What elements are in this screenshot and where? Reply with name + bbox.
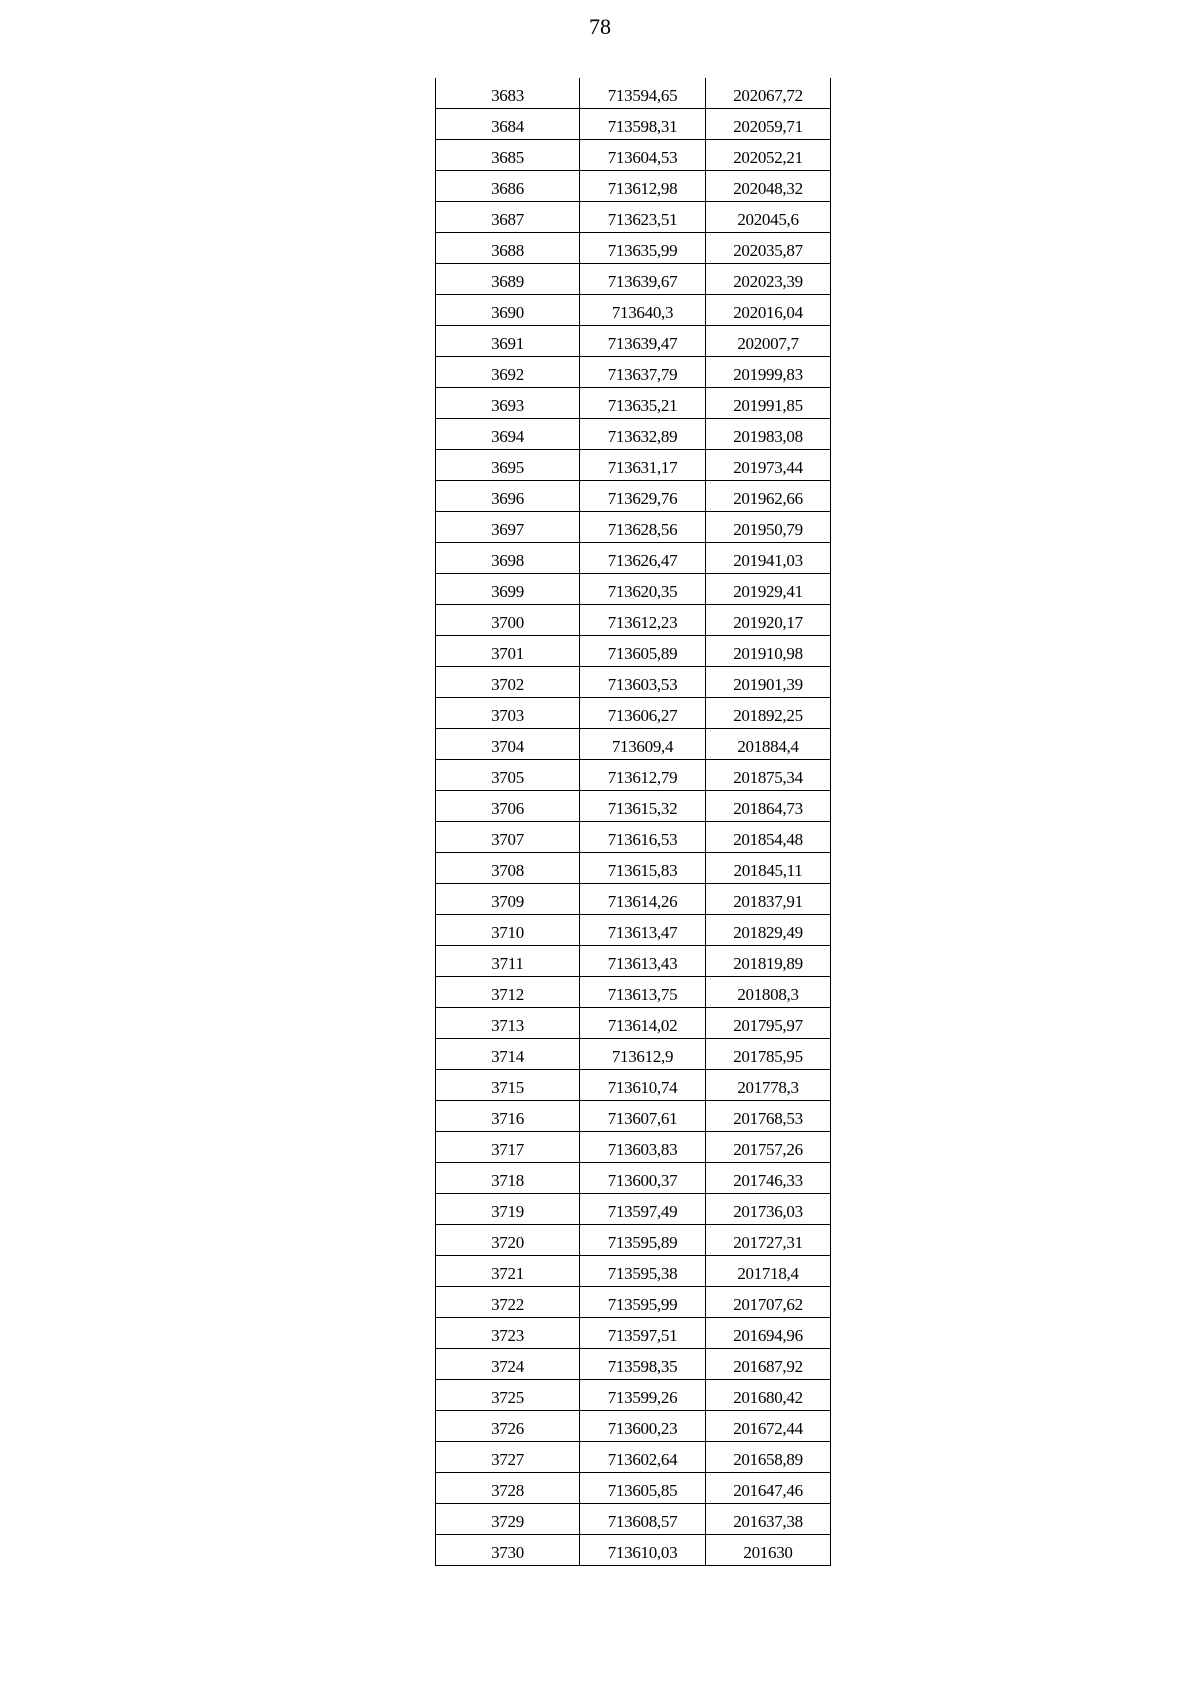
x-coordinate-cell: 713604,53: [580, 140, 706, 171]
table-row: [436, 698, 831, 729]
point-number-cell: 3684: [436, 109, 580, 140]
y-coordinate-cell: 202023,39: [706, 264, 831, 295]
coordinates-table-container: [435, 78, 831, 1566]
table-row: [436, 1101, 831, 1132]
y-coordinate-cell: 202045,6: [706, 202, 831, 233]
point-number-cell: 3729: [436, 1504, 580, 1535]
x-coordinate-cell: 713613,47: [580, 915, 706, 946]
coordinates-table: [435, 78, 831, 1566]
y-coordinate-cell: 201778,3: [706, 1070, 831, 1101]
x-coordinate-cell: 713605,89: [580, 636, 706, 667]
x-coordinate-cell: 713606,27: [580, 698, 706, 729]
x-coordinate-cell: 713608,57: [580, 1504, 706, 1535]
x-coordinate-cell: 713612,98: [580, 171, 706, 202]
coordinates-table-body: [436, 78, 831, 1566]
x-coordinate-cell: 713639,67: [580, 264, 706, 295]
point-number-cell: 3692: [436, 357, 580, 388]
x-coordinate-cell: 713607,61: [580, 1101, 706, 1132]
table-row: [436, 977, 831, 1008]
point-number-cell: 3718: [436, 1163, 580, 1194]
point-number-cell: 3698: [436, 543, 580, 574]
table-row: [436, 295, 831, 326]
x-coordinate-cell: 713628,56: [580, 512, 706, 543]
point-number-cell: 3695: [436, 450, 580, 481]
x-coordinate-cell: 713626,47: [580, 543, 706, 574]
y-coordinate-cell: 201630: [706, 1535, 831, 1566]
table-row: [436, 605, 831, 636]
y-coordinate-cell: 202052,21: [706, 140, 831, 171]
y-coordinate-cell: 201658,89: [706, 1442, 831, 1473]
x-coordinate-cell: 713632,89: [580, 419, 706, 450]
x-coordinate-cell: 713615,32: [580, 791, 706, 822]
y-coordinate-cell: 201707,62: [706, 1287, 831, 1318]
point-number-cell: 3706: [436, 791, 580, 822]
table-row: [436, 884, 831, 915]
table-row: [436, 78, 831, 109]
point-number-cell: 3728: [436, 1473, 580, 1504]
point-number-cell: 3689: [436, 264, 580, 295]
table-row: [436, 512, 831, 543]
table-row: [436, 946, 831, 977]
point-number-cell: 3721: [436, 1256, 580, 1287]
table-row: [436, 1318, 831, 1349]
table-row: [436, 326, 831, 357]
table-row: [436, 729, 831, 760]
point-number-cell: 3688: [436, 233, 580, 264]
point-number-cell: 3694: [436, 419, 580, 450]
y-coordinate-cell: 201795,97: [706, 1008, 831, 1039]
x-coordinate-cell: 713635,21: [580, 388, 706, 419]
table-row: [436, 1194, 831, 1225]
x-coordinate-cell: 713614,02: [580, 1008, 706, 1039]
x-coordinate-cell: 713616,53: [580, 822, 706, 853]
table-row: [436, 1163, 831, 1194]
point-number-cell: 3719: [436, 1194, 580, 1225]
table-row: [436, 357, 831, 388]
x-coordinate-cell: 713605,85: [580, 1473, 706, 1504]
x-coordinate-cell: 713613,43: [580, 946, 706, 977]
y-coordinate-cell: 201637,38: [706, 1504, 831, 1535]
point-number-cell: 3702: [436, 667, 580, 698]
table-row: [436, 1070, 831, 1101]
y-coordinate-cell: 201829,49: [706, 915, 831, 946]
x-coordinate-cell: 713612,23: [580, 605, 706, 636]
y-coordinate-cell: 201694,96: [706, 1318, 831, 1349]
point-number-cell: 3730: [436, 1535, 580, 1566]
y-coordinate-cell: 201864,73: [706, 791, 831, 822]
y-coordinate-cell: 201785,95: [706, 1039, 831, 1070]
table-row: [436, 760, 831, 791]
point-number-cell: 3691: [436, 326, 580, 357]
x-coordinate-cell: 713614,26: [580, 884, 706, 915]
x-coordinate-cell: 713629,76: [580, 481, 706, 512]
y-coordinate-cell: 201962,66: [706, 481, 831, 512]
point-number-cell: 3710: [436, 915, 580, 946]
table-row: [436, 1008, 831, 1039]
x-coordinate-cell: 713639,47: [580, 326, 706, 357]
x-coordinate-cell: 713613,75: [580, 977, 706, 1008]
table-row: [436, 1256, 831, 1287]
y-coordinate-cell: 201920,17: [706, 605, 831, 636]
table-row: [436, 667, 831, 698]
point-number-cell: 3690: [436, 295, 580, 326]
y-coordinate-cell: 201757,26: [706, 1132, 831, 1163]
x-coordinate-cell: 713600,37: [580, 1163, 706, 1194]
y-coordinate-cell: 201736,03: [706, 1194, 831, 1225]
y-coordinate-cell: 201950,79: [706, 512, 831, 543]
y-coordinate-cell: 201929,41: [706, 574, 831, 605]
x-coordinate-cell: 713610,74: [580, 1070, 706, 1101]
y-coordinate-cell: 201808,3: [706, 977, 831, 1008]
y-coordinate-cell: 201884,4: [706, 729, 831, 760]
point-number-cell: 3687: [436, 202, 580, 233]
point-number-cell: 3708: [436, 853, 580, 884]
y-coordinate-cell: 201875,34: [706, 760, 831, 791]
table-row: [436, 1442, 831, 1473]
x-coordinate-cell: 713603,53: [580, 667, 706, 698]
point-number-cell: 3683: [436, 78, 580, 109]
y-coordinate-cell: 201680,42: [706, 1380, 831, 1411]
table-row: [436, 1132, 831, 1163]
y-coordinate-cell: 202067,72: [706, 78, 831, 109]
table-row: [436, 915, 831, 946]
x-coordinate-cell: 713620,35: [580, 574, 706, 605]
point-number-cell: 3724: [436, 1349, 580, 1380]
point-number-cell: 3715: [436, 1070, 580, 1101]
y-coordinate-cell: 201901,39: [706, 667, 831, 698]
y-coordinate-cell: 202035,87: [706, 233, 831, 264]
point-number-cell: 3722: [436, 1287, 580, 1318]
y-coordinate-cell: 201910,98: [706, 636, 831, 667]
y-coordinate-cell: 202048,32: [706, 171, 831, 202]
table-row: [436, 202, 831, 233]
y-coordinate-cell: 201854,48: [706, 822, 831, 853]
table-row: [436, 1380, 831, 1411]
table-row: [436, 481, 831, 512]
table-row: [436, 1473, 831, 1504]
x-coordinate-cell: 713595,89: [580, 1225, 706, 1256]
y-coordinate-cell: 201718,4: [706, 1256, 831, 1287]
x-coordinate-cell: 713602,64: [580, 1442, 706, 1473]
table-row: [436, 1411, 831, 1442]
x-coordinate-cell: 713609,4: [580, 729, 706, 760]
x-coordinate-cell: 713598,31: [580, 109, 706, 140]
table-row: [436, 636, 831, 667]
point-number-cell: 3707: [436, 822, 580, 853]
x-coordinate-cell: 713610,03: [580, 1535, 706, 1566]
y-coordinate-cell: 201746,33: [706, 1163, 831, 1194]
x-coordinate-cell: 713599,26: [580, 1380, 706, 1411]
x-coordinate-cell: 713635,99: [580, 233, 706, 264]
y-coordinate-cell: 201973,44: [706, 450, 831, 481]
y-coordinate-cell: 201672,44: [706, 1411, 831, 1442]
x-coordinate-cell: 713600,23: [580, 1411, 706, 1442]
y-coordinate-cell: 201999,83: [706, 357, 831, 388]
point-number-cell: 3714: [436, 1039, 580, 1070]
x-coordinate-cell: 713598,35: [580, 1349, 706, 1380]
y-coordinate-cell: 202016,04: [706, 295, 831, 326]
x-coordinate-cell: 713594,65: [580, 78, 706, 109]
table-row: [436, 574, 831, 605]
table-row: [436, 109, 831, 140]
point-number-cell: 3699: [436, 574, 580, 605]
point-number-cell: 3717: [436, 1132, 580, 1163]
table-row: [436, 1504, 831, 1535]
point-number-cell: 3705: [436, 760, 580, 791]
point-number-cell: 3720: [436, 1225, 580, 1256]
y-coordinate-cell: 201991,85: [706, 388, 831, 419]
point-number-cell: 3701: [436, 636, 580, 667]
point-number-cell: 3727: [436, 1442, 580, 1473]
x-coordinate-cell: 713623,51: [580, 202, 706, 233]
x-coordinate-cell: 713640,3: [580, 295, 706, 326]
y-coordinate-cell: 201687,92: [706, 1349, 831, 1380]
point-number-cell: 3726: [436, 1411, 580, 1442]
table-row: [436, 853, 831, 884]
point-number-cell: 3716: [436, 1101, 580, 1132]
table-row: [436, 233, 831, 264]
x-coordinate-cell: 713612,9: [580, 1039, 706, 1070]
x-coordinate-cell: 713637,79: [580, 357, 706, 388]
y-coordinate-cell: 202007,7: [706, 326, 831, 357]
point-number-cell: 3685: [436, 140, 580, 171]
y-coordinate-cell: 201837,91: [706, 884, 831, 915]
point-number-cell: 3711: [436, 946, 580, 977]
table-row: [436, 822, 831, 853]
table-row: [436, 388, 831, 419]
x-coordinate-cell: 713595,38: [580, 1256, 706, 1287]
point-number-cell: 3686: [436, 171, 580, 202]
x-coordinate-cell: 713612,79: [580, 760, 706, 791]
table-row: [436, 791, 831, 822]
table-row: [436, 1349, 831, 1380]
point-number-cell: 3709: [436, 884, 580, 915]
y-coordinate-cell: 201727,31: [706, 1225, 831, 1256]
point-number-cell: 3696: [436, 481, 580, 512]
table-row: [436, 450, 831, 481]
table-row: [436, 140, 831, 171]
point-number-cell: 3700: [436, 605, 580, 636]
point-number-cell: 3725: [436, 1380, 580, 1411]
table-row: [436, 543, 831, 574]
point-number-cell: 3712: [436, 977, 580, 1008]
table-row: [436, 419, 831, 450]
table-row: [436, 1535, 831, 1566]
x-coordinate-cell: 713595,99: [580, 1287, 706, 1318]
table-row: [436, 264, 831, 295]
point-number-cell: 3697: [436, 512, 580, 543]
y-coordinate-cell: 201768,53: [706, 1101, 831, 1132]
y-coordinate-cell: 201647,46: [706, 1473, 831, 1504]
x-coordinate-cell: 713597,49: [580, 1194, 706, 1225]
point-number-cell: 3704: [436, 729, 580, 760]
x-coordinate-cell: 713597,51: [580, 1318, 706, 1349]
y-coordinate-cell: 201983,08: [706, 419, 831, 450]
y-coordinate-cell: 201892,25: [706, 698, 831, 729]
table-row: [436, 1225, 831, 1256]
point-number-cell: 3703: [436, 698, 580, 729]
point-number-cell: 3713: [436, 1008, 580, 1039]
table-row: [436, 1287, 831, 1318]
point-number-cell: 3723: [436, 1318, 580, 1349]
x-coordinate-cell: 713603,83: [580, 1132, 706, 1163]
y-coordinate-cell: 201845,11: [706, 853, 831, 884]
y-coordinate-cell: 201941,03: [706, 543, 831, 574]
x-coordinate-cell: 713615,83: [580, 853, 706, 884]
point-number-cell: 3693: [436, 388, 580, 419]
table-row: [436, 171, 831, 202]
table-row: [436, 1039, 831, 1070]
page-number: 78: [589, 14, 611, 39]
y-coordinate-cell: 202059,71: [706, 109, 831, 140]
x-coordinate-cell: 713631,17: [580, 450, 706, 481]
y-coordinate-cell: 201819,89: [706, 946, 831, 977]
